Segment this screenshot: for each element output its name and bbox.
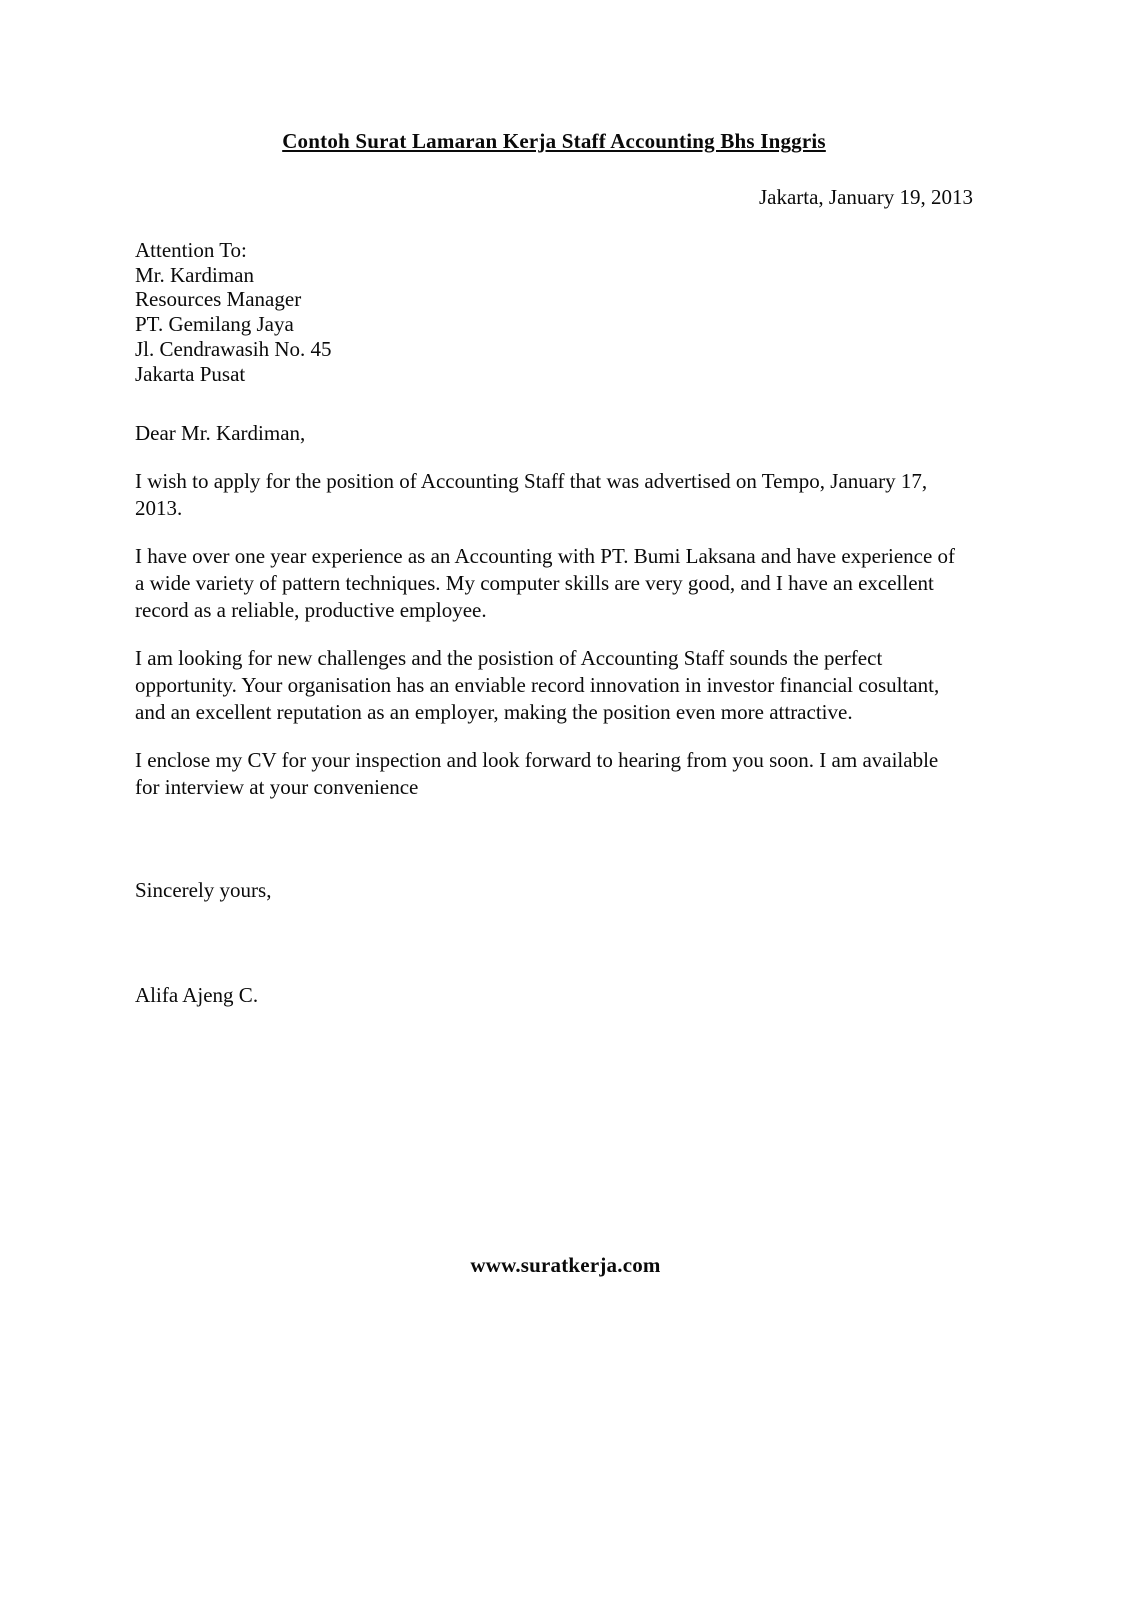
footer-website: www.suratkerja.com [470, 1253, 661, 1277]
recipient-position: Resources Manager [135, 287, 302, 312]
closing-phrase: Sincerely yours, [135, 878, 272, 903]
body-paragraph-4: I enclose my CV for your inspection and look forward to hearing from you soon. I am available for interview at your convenience [135, 748, 939, 800]
document-title: Contoh Surat Lamaran Kerja Staff Accounting Bhs Inggris [282, 129, 826, 153]
recipient-label: Attention To: [135, 238, 247, 262]
recipient-name: Mr. Kardiman [135, 262, 254, 287]
recipient-city: Jakarta Pusat [135, 361, 246, 386]
recipient-company: PT. Gemilang Jaya [135, 312, 294, 337]
recipient-address-block [135, 238, 973, 386]
recipient-street: Jl. Cendrawasih No. 45 [135, 336, 332, 361]
signature-name: Alifa Ajeng C. [135, 983, 259, 1008]
body-paragraph-2: I have over one year experience as an Accounting with PT. Bumi Laksana and have experience of a wide variety of pattern techniques. My computer skills are very good, and I have an excellent record as a reliable, productive employee. [135, 544, 956, 623]
body-paragraph-1: I wish to apply for the position of Accounting Staff that was advertised on Tempo, January 17, 2013. [135, 469, 928, 521]
body-paragraph-3: I am looking for new challenges and the posistion of Accounting Staff sounds the perfect opportunity. Your organisation has an enviable record innovation in investor financial cosultant, and an excellent reputation as an employer, making the position even more attractive. [135, 646, 940, 725]
date-line: Jakarta, January 19, 2013 [758, 185, 973, 209]
salutation: Dear Mr. Kardiman, [135, 421, 306, 446]
